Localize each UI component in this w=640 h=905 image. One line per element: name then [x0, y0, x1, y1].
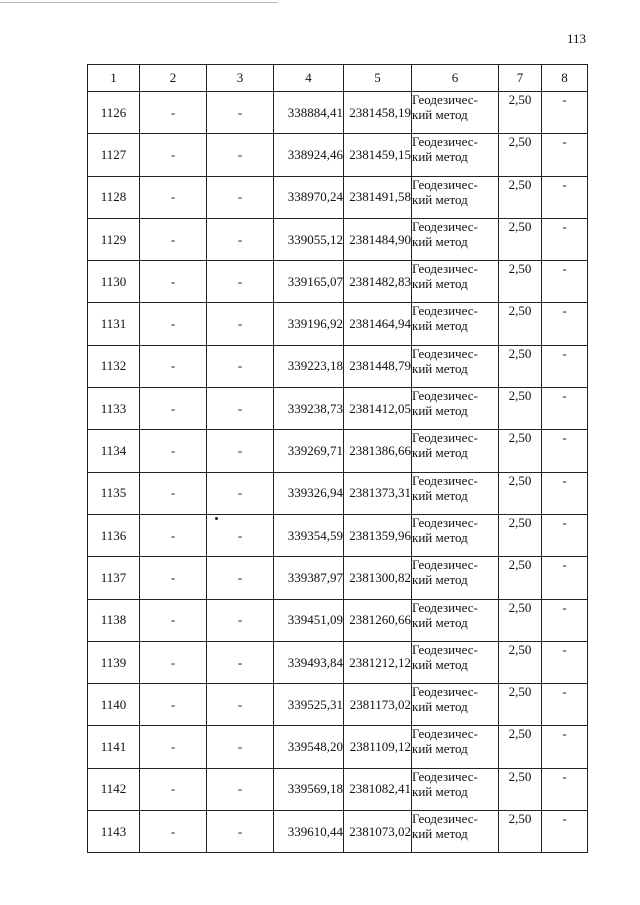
y-coordinate-cell: 2381073,02: [344, 811, 412, 853]
accuracy-cell: 2,50: [499, 134, 542, 176]
point-number-cell: 1131: [88, 303, 140, 345]
column-3-cell: -: [207, 92, 274, 134]
column-8-cell: -: [542, 472, 588, 514]
column-8-cell: -: [542, 218, 588, 260]
column-8-cell: -: [542, 811, 588, 853]
column-header: 8: [542, 65, 588, 92]
y-coordinate-cell: 2381109,12: [344, 726, 412, 768]
x-coordinate-cell: 339451,09: [274, 599, 344, 641]
table-row: [88, 218, 588, 260]
table-row: [88, 514, 588, 556]
column-header: 7: [499, 65, 542, 92]
method-line-2: кий метод: [412, 614, 468, 630]
column-2-cell: -: [140, 388, 207, 430]
method-line-2: кий метод: [412, 191, 468, 207]
method-cell: [412, 641, 499, 683]
y-coordinate-cell: 2381300,82: [344, 557, 412, 599]
method-line-1: Геодезичес-: [412, 472, 478, 488]
table-row: [88, 261, 588, 303]
accuracy-cell: 2,50: [499, 388, 542, 430]
column-2-cell: -: [140, 514, 207, 556]
table-header-row: [88, 65, 588, 92]
column-header: 5: [344, 65, 412, 92]
x-coordinate-cell: 339354,59: [274, 514, 344, 556]
column-3-cell: -: [207, 388, 274, 430]
column-8-cell: -: [542, 684, 588, 726]
page-number: 113: [566, 31, 586, 46]
y-coordinate-cell: 2381359,96: [344, 514, 412, 556]
x-coordinate-cell: 339610,44: [274, 811, 344, 853]
column-8-cell: -: [542, 345, 588, 387]
table-row: [88, 303, 588, 345]
accuracy-cell: 2,50: [499, 218, 542, 260]
method-line-1: Геодезичес-: [412, 345, 478, 361]
accuracy-cell: 2,50: [499, 345, 542, 387]
table-row: [88, 726, 588, 768]
y-coordinate-cell: 2381458,19: [344, 92, 412, 134]
method-cell: [412, 261, 499, 303]
column-3-cell: -: [207, 811, 274, 853]
accuracy-cell: 2,50: [499, 261, 542, 303]
column-3-cell: -: [207, 514, 274, 556]
column-header: 1: [88, 65, 140, 92]
x-coordinate-cell: 339223,18: [274, 345, 344, 387]
column-8-cell: -: [542, 726, 588, 768]
table-row: [88, 134, 588, 176]
table-body: [88, 92, 588, 853]
point-number-cell: 1136: [88, 514, 140, 556]
x-coordinate-cell: 339196,92: [274, 303, 344, 345]
table-row: [88, 176, 588, 218]
method-line-2: кий метод: [412, 699, 468, 715]
column-header: 6: [412, 65, 499, 92]
coordinates-table: [87, 64, 588, 853]
y-coordinate-cell: 2381491,58: [344, 176, 412, 218]
method-line-1: Геодезичес-: [412, 261, 478, 277]
method-line-1: Геодезичес-: [412, 768, 478, 784]
column-8-cell: -: [542, 599, 588, 641]
point-number-cell: 1127: [88, 134, 140, 176]
column-3-cell: -: [207, 726, 274, 768]
method-cell: [412, 811, 499, 853]
table-row: [88, 557, 588, 599]
column-8-cell: -: [542, 514, 588, 556]
point-number-cell: 1126: [88, 92, 140, 134]
column-2-cell: -: [140, 218, 207, 260]
column-8-cell: -: [542, 92, 588, 134]
accuracy-cell: 2,50: [499, 768, 542, 810]
method-line-1: Геодезичес-: [412, 388, 478, 404]
y-coordinate-cell: 2381260,66: [344, 599, 412, 641]
point-number-cell: 1138: [88, 599, 140, 641]
method-line-2: кий метод: [412, 276, 468, 292]
y-coordinate-cell: 2381482,83: [344, 261, 412, 303]
point-number-cell: 1143: [88, 811, 140, 853]
point-number-cell: 1133: [88, 388, 140, 430]
column-3-cell: -: [207, 303, 274, 345]
method-cell: [412, 430, 499, 472]
method-line-1: Геодезичес-: [412, 303, 478, 319]
method-cell: [412, 92, 499, 134]
column-2-cell: -: [140, 430, 207, 472]
column-2-cell: -: [140, 684, 207, 726]
y-coordinate-cell: 2381464,94: [344, 303, 412, 345]
method-line-1: Геодезичес-: [412, 811, 478, 827]
point-number-cell: 1135: [88, 472, 140, 514]
method-line-2: кий метод: [412, 783, 468, 799]
column-3-cell: -: [207, 641, 274, 683]
method-cell: [412, 726, 499, 768]
method-line-2: кий метод: [412, 572, 468, 588]
column-2-cell: -: [140, 176, 207, 218]
column-2-cell: -: [140, 345, 207, 387]
column-3-cell: -: [207, 430, 274, 472]
x-coordinate-cell: 338884,41: [274, 92, 344, 134]
y-coordinate-cell: 2381412,05: [344, 388, 412, 430]
table-row: [88, 811, 588, 853]
method-line-1: Геодезичес-: [412, 599, 478, 615]
table-row: [88, 388, 588, 430]
column-3-cell: -: [207, 218, 274, 260]
y-coordinate-cell: 2381459,15: [344, 134, 412, 176]
column-8-cell: -: [542, 641, 588, 683]
column-3-cell: -: [207, 176, 274, 218]
column-8-cell: -: [542, 557, 588, 599]
accuracy-cell: 2,50: [499, 472, 542, 514]
method-line-1: Геодезичес-: [412, 430, 478, 446]
accuracy-cell: 2,50: [499, 514, 542, 556]
table-row: [88, 345, 588, 387]
accuracy-cell: 2,50: [499, 726, 542, 768]
column-2-cell: -: [140, 261, 207, 303]
table-row: [88, 472, 588, 514]
column-3-cell: -: [207, 134, 274, 176]
column-2-cell: -: [140, 303, 207, 345]
method-cell: [412, 472, 499, 514]
point-number-cell: 1137: [88, 557, 140, 599]
accuracy-cell: 2,50: [499, 92, 542, 134]
column-8-cell: -: [542, 388, 588, 430]
column-header: 4: [274, 65, 344, 92]
table-row: [88, 92, 588, 134]
method-line-2: кий метод: [412, 403, 468, 419]
accuracy-cell: 2,50: [499, 303, 542, 345]
scan-speck: [215, 517, 218, 520]
x-coordinate-cell: 339269,71: [274, 430, 344, 472]
method-line-2: кий метод: [412, 318, 468, 334]
method-line-2: кий метод: [412, 360, 468, 376]
column-3-cell: -: [207, 599, 274, 641]
method-line-1: Геодезичес-: [412, 176, 478, 192]
table-row: [88, 768, 588, 810]
method-line-2: кий метод: [412, 529, 468, 545]
method-line-2: кий метод: [412, 826, 468, 842]
accuracy-cell: 2,50: [499, 684, 542, 726]
x-coordinate-cell: 339238,73: [274, 388, 344, 430]
method-line-1: Геодезичес-: [412, 641, 478, 657]
accuracy-cell: 2,50: [499, 599, 542, 641]
method-cell: [412, 176, 499, 218]
method-cell: [412, 684, 499, 726]
column-8-cell: -: [542, 134, 588, 176]
method-line-1: Геодезичес-: [412, 92, 478, 107]
x-coordinate-cell: 338970,24: [274, 176, 344, 218]
table-row: [88, 599, 588, 641]
x-coordinate-cell: 339569,18: [274, 768, 344, 810]
point-number-cell: 1141: [88, 726, 140, 768]
point-number-cell: 1129: [88, 218, 140, 260]
table-row: [88, 684, 588, 726]
table-row: [88, 641, 588, 683]
column-8-cell: -: [542, 261, 588, 303]
column-8-cell: -: [542, 303, 588, 345]
column-3-cell: -: [207, 345, 274, 387]
point-number-cell: 1140: [88, 684, 140, 726]
y-coordinate-cell: 2381448,79: [344, 345, 412, 387]
column-3-cell: -: [207, 684, 274, 726]
point-number-cell: 1132: [88, 345, 140, 387]
x-coordinate-cell: 339493,84: [274, 641, 344, 683]
column-3-cell: -: [207, 261, 274, 303]
column-8-cell: -: [542, 176, 588, 218]
method-line-1: Геодезичес-: [412, 684, 478, 700]
top-edge-rule: [0, 2, 278, 3]
x-coordinate-cell: 339165,07: [274, 261, 344, 303]
point-number-cell: 1130: [88, 261, 140, 303]
y-coordinate-cell: 2381173,02: [344, 684, 412, 726]
column-2-cell: -: [140, 641, 207, 683]
method-line-1: Геодезичес-: [412, 218, 478, 234]
column-2-cell: -: [140, 472, 207, 514]
column-8-cell: -: [542, 768, 588, 810]
method-cell: [412, 768, 499, 810]
method-cell: [412, 388, 499, 430]
method-line-2: кий метод: [412, 107, 468, 122]
method-cell: [412, 514, 499, 556]
x-coordinate-cell: 338924,46: [274, 134, 344, 176]
accuracy-cell: 2,50: [499, 641, 542, 683]
method-line-1: Геодезичес-: [412, 726, 478, 742]
method-line-2: кий метод: [412, 233, 468, 249]
table-row: [88, 430, 588, 472]
y-coordinate-cell: 2381386,66: [344, 430, 412, 472]
column-3-cell: -: [207, 768, 274, 810]
column-2-cell: -: [140, 768, 207, 810]
method-cell: [412, 134, 499, 176]
column-2-cell: -: [140, 92, 207, 134]
x-coordinate-cell: 339525,31: [274, 684, 344, 726]
column-2-cell: -: [140, 134, 207, 176]
x-coordinate-cell: 339055,12: [274, 218, 344, 260]
point-number-cell: 1128: [88, 176, 140, 218]
method-line-2: кий метод: [412, 656, 468, 672]
x-coordinate-cell: 339326,94: [274, 472, 344, 514]
method-line-1: Геодезичес-: [412, 557, 478, 573]
y-coordinate-cell: 2381373,31: [344, 472, 412, 514]
y-coordinate-cell: 2381082,41: [344, 768, 412, 810]
y-coordinate-cell: 2381212,12: [344, 641, 412, 683]
method-line-2: кий метод: [412, 445, 468, 461]
column-2-cell: -: [140, 811, 207, 853]
point-number-cell: 1134: [88, 430, 140, 472]
column-8-cell: -: [542, 430, 588, 472]
method-line-1: Геодезичес-: [412, 134, 478, 150]
column-3-cell: -: [207, 472, 274, 514]
accuracy-cell: 2,50: [499, 430, 542, 472]
column-2-cell: -: [140, 599, 207, 641]
column-header: 2: [140, 65, 207, 92]
method-line-1: Геодезичес-: [412, 514, 478, 530]
method-cell: [412, 557, 499, 599]
column-2-cell: -: [140, 557, 207, 599]
column-3-cell: -: [207, 557, 274, 599]
column-header: 3: [207, 65, 274, 92]
y-coordinate-cell: 2381484,90: [344, 218, 412, 260]
method-cell: [412, 345, 499, 387]
method-line-2: кий метод: [412, 487, 468, 503]
point-number-cell: 1139: [88, 641, 140, 683]
method-line-2: кий метод: [412, 741, 468, 757]
x-coordinate-cell: 339548,20: [274, 726, 344, 768]
accuracy-cell: 2,50: [499, 557, 542, 599]
x-coordinate-cell: 339387,97: [274, 557, 344, 599]
method-cell: [412, 218, 499, 260]
accuracy-cell: 2,50: [499, 176, 542, 218]
method-line-2: кий метод: [412, 149, 468, 165]
point-number-cell: 1142: [88, 768, 140, 810]
column-2-cell: -: [140, 726, 207, 768]
accuracy-cell: 2,50: [499, 811, 542, 853]
method-cell: [412, 303, 499, 345]
method-cell: [412, 599, 499, 641]
